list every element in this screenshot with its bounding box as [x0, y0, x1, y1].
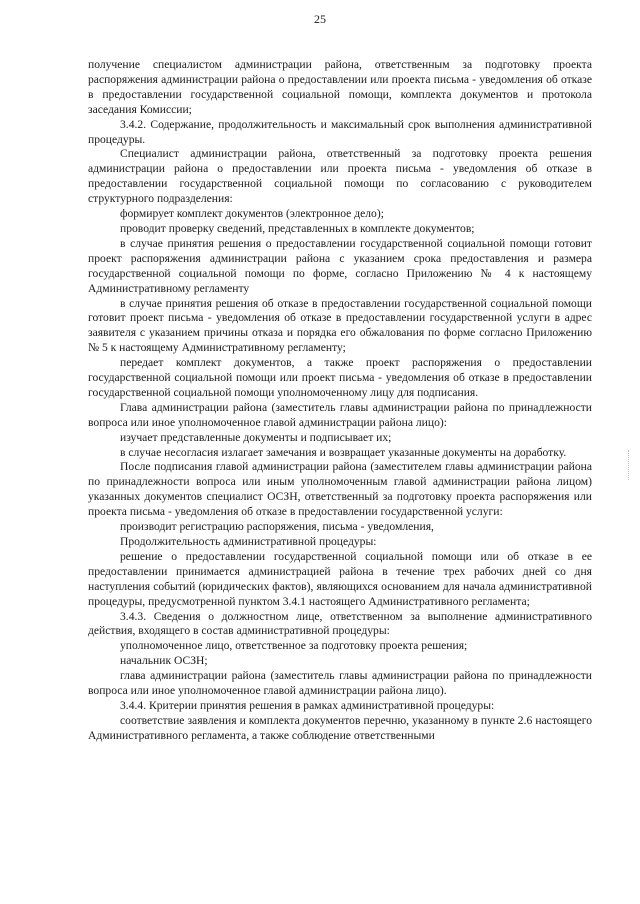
list-item: глава администрации района (заместитель главы администрации района по принадлежности вопроса или иное уполномоченное главой администрации района лицо).: [88, 669, 592, 698]
list-item: уполномоченное лицо, ответственное за подготовку проекта решения;: [120, 639, 468, 653]
section-3-4-3-heading: 3.4.3. Сведения о должностном лице, ответственном за выполнение административного действия, входящего в состав административной процедуры:: [88, 609, 592, 638]
paragraph: решение о предоставлении государственной социальной помощи или об отказе в ее предоставлении принимается администрацией района в течение трех рабочих дней со дня наступления событий (юридических фактов), являющихся основанием для начала административной процедуры, предусмотренной пунктом 3.4.1 настоящего Административного регламента;: [88, 549, 592, 608]
list-item: проводит проверку сведений, представленных в комплекте документов;: [120, 221, 475, 235]
paragraph: Продолжительность административной процедуры:: [120, 535, 377, 548]
list-item: в случае несогласия излагает замечания и возвращает указанные документы на доработку.: [120, 445, 567, 459]
page-number: 25: [314, 12, 326, 26]
body-text: [88, 58, 592, 744]
paragraph-continuation: получение специалистом администрации района, ответственным за подготовку проекта распоряжения администрации района о предоставлении или проекта письма - уведомления об отказе в предоставлении государственной социальной помощи, комплекта документов и протокола заседания Комиссии;: [88, 58, 592, 116]
paragraph: соответствие заявления и комплекта документов перечню, указанному в пункте 2.6 настоящего Административного регламента, а также соблюдение ответственными: [88, 713, 592, 742]
list-item: производит регистрацию распоряжения, письма - уведомления,: [120, 520, 434, 534]
section-3-4-4-heading: 3.4.4. Критерии принятия решения в рамках административной процедуры:: [120, 698, 495, 712]
paragraph: Специалист администрации района, ответственный за подготовку проекта решения администрации района о предоставлении или проекта письма - уведомления об отказе в предоставлении государственной социальной помощи по согласованию с руководителем структурного подразделения:: [88, 147, 592, 206]
paragraph: После подписания главой администрации района (заместителем главы администрации района по принадлежности вопроса или иным уполномоченным главой администрации района лицом) указанных документов специалист ОСЗН, ответственный за подготовку проекта распоряжения или проекта письма - уведомления об отказе в предоставлении государственной услуги:: [88, 460, 592, 519]
list-item: в случае принятия решения о предоставлении государственной социальной помощи готовит проект распоряжения администрации района с указанием срока предоставления и размера государственной социальной помощи по форме, согласно Приложению № 4 к настоящему Административному регламенту: [88, 236, 592, 295]
list-item: начальник ОСЗН;: [120, 654, 208, 668]
paragraph: Глава администрации района (заместитель главы администрации района по принадлежности вопроса или иное уполномоченное главой администрации района лицо):: [88, 400, 592, 429]
section-3-4-2-heading: 3.4.2. Содержание, продолжительность и максимальный срок выполнения административной процедуры.: [88, 117, 592, 146]
scan-margin-mark: [628, 450, 631, 480]
list-item: в случае принятия решения об отказе в предоставлении государственной социальной помощи готовит проект письма - уведомления об отказе в предоставлении государственной услуги в адрес заявителя с указанием причины отказа и порядка его обжалования по форме согласно Приложению № 5 к настоящему Административному регламенту;: [88, 296, 592, 355]
list-item: передает комплект документов, а также проект распоряжения о предоставлении государственной социальной помощи или проект письма - уведомления об отказе в предоставлении государственной социальной помощи уполномоченному лицу для подписания.: [88, 356, 592, 399]
list-item: изучает представленные документы и подписывает их;: [120, 430, 392, 444]
list-item: формирует комплект документов (электронное дело);: [120, 207, 384, 221]
